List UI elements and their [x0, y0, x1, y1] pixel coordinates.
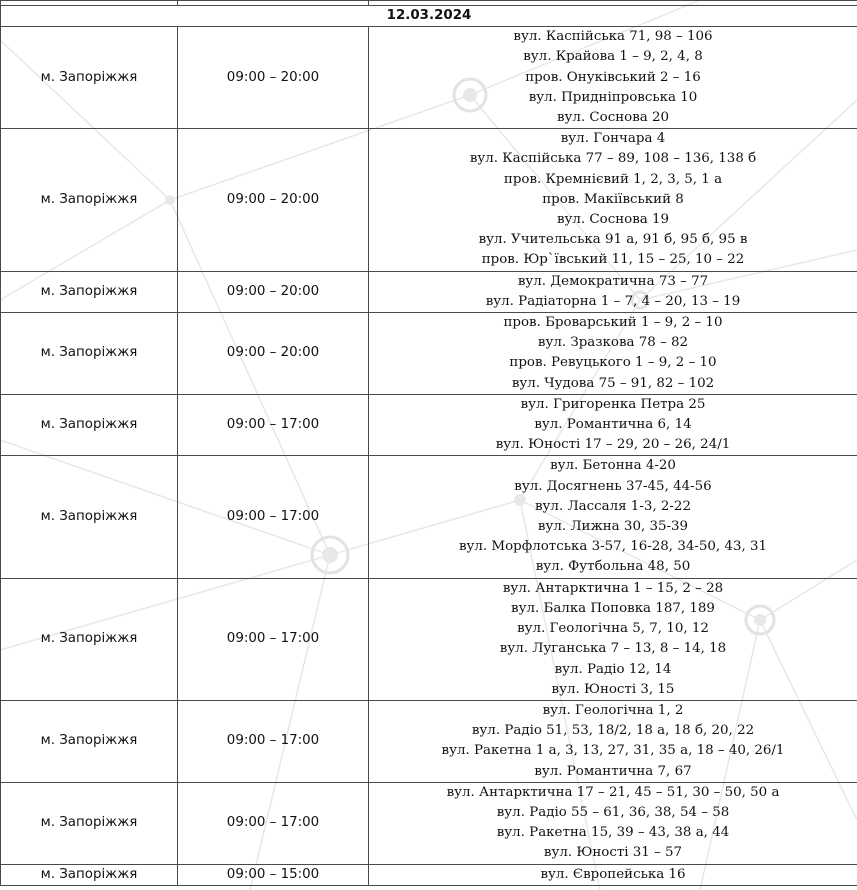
- address-line: вул. Лассаля 1-3, 2-22: [535, 498, 691, 514]
- address-line: вул. Луганська 7 – 13, 8 – 14, 18: [499, 641, 727, 657]
- city-cell: м. Запоріжжя: [1, 782, 178, 864]
- address-line: вул. Крайова 1 – 9, 2, 4, 8: [523, 49, 703, 65]
- addresses-cell: [369, 864, 857, 885]
- address-line: вул. Романтична 6, 14: [534, 417, 692, 433]
- city-cell: м. Запоріжжя: [1, 700, 178, 782]
- address-line: вул. Морфлотська 3-57, 16-28, 34-50, 43, 31: [458, 539, 768, 555]
- table-row: [1, 271, 857, 312]
- address-line: вул. Зразкова 78 – 82: [537, 335, 689, 351]
- city-cell: м. Запоріжжя: [1, 129, 178, 271]
- time-cell: 09:00 – 17:00: [178, 578, 369, 700]
- address-line: вул. Лижна 30, 35-39: [537, 519, 689, 535]
- city-cell: м. Запоріжжя: [1, 394, 178, 456]
- table-row: [1, 700, 857, 782]
- time-cell: 09:00 – 17:00: [178, 782, 369, 864]
- address-line: вул. Соснова 20: [556, 110, 670, 126]
- address-line: вул. Ракетна 1 а, 3, 13, 27, 31, 35 а, 18 – 40, 26/1: [441, 743, 785, 759]
- address-line: вул. Радіо 12, 14: [554, 661, 672, 677]
- address-line: пров. Онуківський 2 – 16: [525, 69, 701, 85]
- date-header-row: [1, 6, 857, 27]
- addresses-cell: [369, 578, 857, 700]
- city-cell: м. Запоріжжя: [1, 864, 178, 885]
- address-line: вул. Юності 3, 15: [551, 681, 675, 697]
- time-cell: 09:00 – 20:00: [178, 129, 369, 271]
- addresses-cell: [369, 456, 857, 578]
- city-cell: м. Запоріжжя: [1, 271, 178, 312]
- time-cell: 09:00 – 20:00: [178, 313, 369, 395]
- address-line: вул. Придніпровська 10: [528, 89, 698, 105]
- address-line: пров. Ревуцького 1 – 9, 2 – 10: [509, 355, 717, 371]
- address-line: вул. Каспійська 71, 98 – 106: [513, 29, 713, 45]
- time-cell: 09:00 – 17:00: [178, 394, 369, 456]
- addresses-cell: [369, 313, 857, 395]
- time-cell: 09:00 – 17:00: [178, 700, 369, 782]
- address-line: вул. Чудова 75 – 91, 82 – 102: [511, 375, 715, 391]
- table-row: [1, 456, 857, 578]
- time-cell: 09:00 – 20:00: [178, 271, 369, 312]
- address-line: пров. Броварський 1 – 9, 2 – 10: [503, 315, 723, 331]
- address-line: вул. Григоренка Петра 25: [520, 396, 706, 412]
- time-cell: 09:00 – 17:00: [178, 456, 369, 578]
- city-cell: м. Запоріжжя: [1, 578, 178, 700]
- address-line: вул. Ракетна 15, 39 – 43, 38 а, 44: [496, 825, 730, 841]
- city-cell: м. Запоріжжя: [1, 456, 178, 578]
- address-line: пров. Юр`ївський 11, 15 – 25, 10 – 22: [481, 252, 745, 268]
- address-line: вул. Радіо 55 – 61, 36, 38, 54 – 58: [496, 804, 730, 820]
- table-row: [1, 864, 857, 885]
- table-row: [1, 578, 857, 700]
- addresses-cell: [369, 129, 857, 271]
- address-line: вул. Антарктична 17 – 21, 45 – 51, 30 – 50, 50 а: [446, 784, 780, 800]
- address-line: вул. Балка Поповка 187, 189: [511, 600, 715, 616]
- address-line: вул. Юності 17 – 29, 20 – 26, 24/1: [495, 437, 731, 453]
- address-line: вул. Антарктична 1 – 15, 2 – 28: [502, 580, 724, 596]
- city-cell: м. Запоріжжя: [1, 27, 178, 129]
- address-line: вул. Геологічна 1, 2: [542, 702, 684, 718]
- addresses-cell: [369, 27, 857, 129]
- addresses-cell: [369, 782, 857, 864]
- time-cell: 09:00 – 20:00: [178, 27, 369, 129]
- address-line: вул. Футбольна 48, 50: [535, 559, 691, 575]
- time-cell: 09:00 – 15:00: [178, 864, 369, 885]
- addresses-cell: [369, 394, 857, 456]
- address-line: вул. Юності 31 – 57: [543, 845, 683, 861]
- address-line: пров. Макіївський 8: [542, 191, 684, 207]
- address-line: вул. Європейська 16: [540, 866, 686, 882]
- address-line: вул. Гончара 4: [560, 131, 666, 147]
- address-line: вул. Досягнень 37-45, 44-56: [514, 478, 712, 494]
- table-row: [1, 394, 857, 456]
- table-row: [1, 27, 857, 129]
- city-cell: м. Запоріжжя: [1, 313, 178, 395]
- address-line: вул. Радіо 51, 53, 18/2, 18 а, 18 б, 20, 22: [471, 723, 755, 739]
- address-line: вул. Демократична 73 – 77: [517, 273, 709, 289]
- date-header: 12.03.2024: [1, 6, 857, 27]
- table-row: [1, 313, 857, 395]
- addresses-cell: [369, 271, 857, 312]
- address-line: пров. Кремнієвий 1, 2, 3, 5, 1 а: [503, 171, 723, 187]
- address-line: вул. Каспійська 77 – 89, 108 – 136, 138 б: [469, 151, 757, 167]
- addresses-cell: [369, 700, 857, 782]
- table-row: [1, 129, 857, 271]
- address-line: вул. Геологічна 5, 7, 10, 12: [517, 621, 709, 637]
- address-line: вул. Соснова 19: [556, 212, 670, 228]
- address-line: вул. Радіаторна 1 – 7, 4 – 20, 13 – 19: [485, 293, 741, 309]
- table-row: [1, 782, 857, 864]
- address-line: вул. Бетонна 4-20: [550, 458, 676, 474]
- address-line: вул. Учительська 91 а, 91 б, 95 б, 95 в: [478, 232, 748, 248]
- address-line: вул. Романтична 7, 67: [534, 763, 692, 779]
